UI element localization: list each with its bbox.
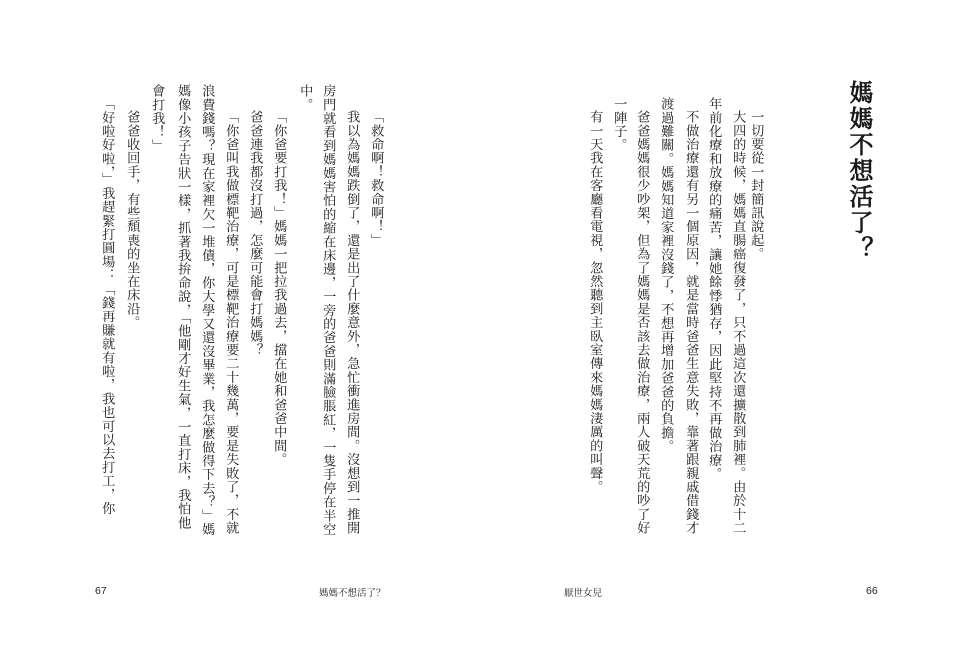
text-line: 渡過難關。媽媽知道家裡沒錢了，不想再增加爸爸的負擔。 [658,97,674,454]
text-line: 爸爸收回手，有些頹喪的坐在床沿。 [124,110,140,330]
running-head: 媽媽不想活了？ [319,588,386,599]
text-line: 一陣子。 [611,97,627,152]
running-head: 厭世女兒 [564,588,603,599]
text-line: 大四的時候，媽媽直腸癌復發了，只不過這次還擴散到肺裡。由於十二 [730,110,746,535]
chapter-title: 媽媽不想活了？ [845,80,874,262]
text-line: 爸爸連我都沒打過，怎麼可能會打媽媽？ [247,110,263,357]
text-line: 媽像小孩子告狀一樣，抓著我拚命說，「他剛才好生氣，一直打床，我怕他 [175,84,191,530]
text-line: 不做治療還有另一個原因，就是當時爸爸生意失敗，靠著跟親戚借錢才 [683,110,699,535]
text-line: 有一天我在客廳看電視，忽然聽到主臥室傳來媽媽淒厲的叫聲。 [587,110,603,494]
text-line: 爸爸媽媽很少吵架，但為了媽媽是否該去做治療，兩人破天荒的吵了好 [634,110,650,535]
page-number: 67 [95,585,107,597]
text-line: 會打我！」 [149,84,165,153]
text-line: 中。 [297,84,313,112]
text-line: 「好啦好啦，」我趕緊打圓場：「錢再賺就有啦，我也可以去打工，你 [99,97,115,516]
text-line: 「你爸叫我做標靶治療，可是標靶治療要二十幾萬，要是失敗了，不就 [223,110,239,535]
text-line: 房門就看到媽媽害怕的縮在床邊，一旁的爸爸則滿臉脹紅，一隻手停在半空 [320,84,336,537]
text-line: 我以為媽媽跌倒了，還是出了什麼意外，急忙衝進房間。沒想到一推開 [344,110,360,535]
text-line: 「你爸要打我！」媽媽一把拉我過去，擋在她和爸爸中間。 [271,110,287,467]
left-page [0,0,478,649]
text-line: 年前化療和放療的痛苦，讓她餘悸猶存，因此堅持不再做治療。 [706,97,722,481]
page-number: 66 [866,585,878,597]
right-page [479,0,957,649]
text-line: 「救命啊！救命啊！」 [368,110,384,247]
text-line: 浪費錢嗎？現在家裡欠一堆債，你大學又還沒畢業，我怎麼做得下去？」媽 [199,84,215,537]
text-line: 一切要從一封簡訊說起。 [748,110,764,261]
